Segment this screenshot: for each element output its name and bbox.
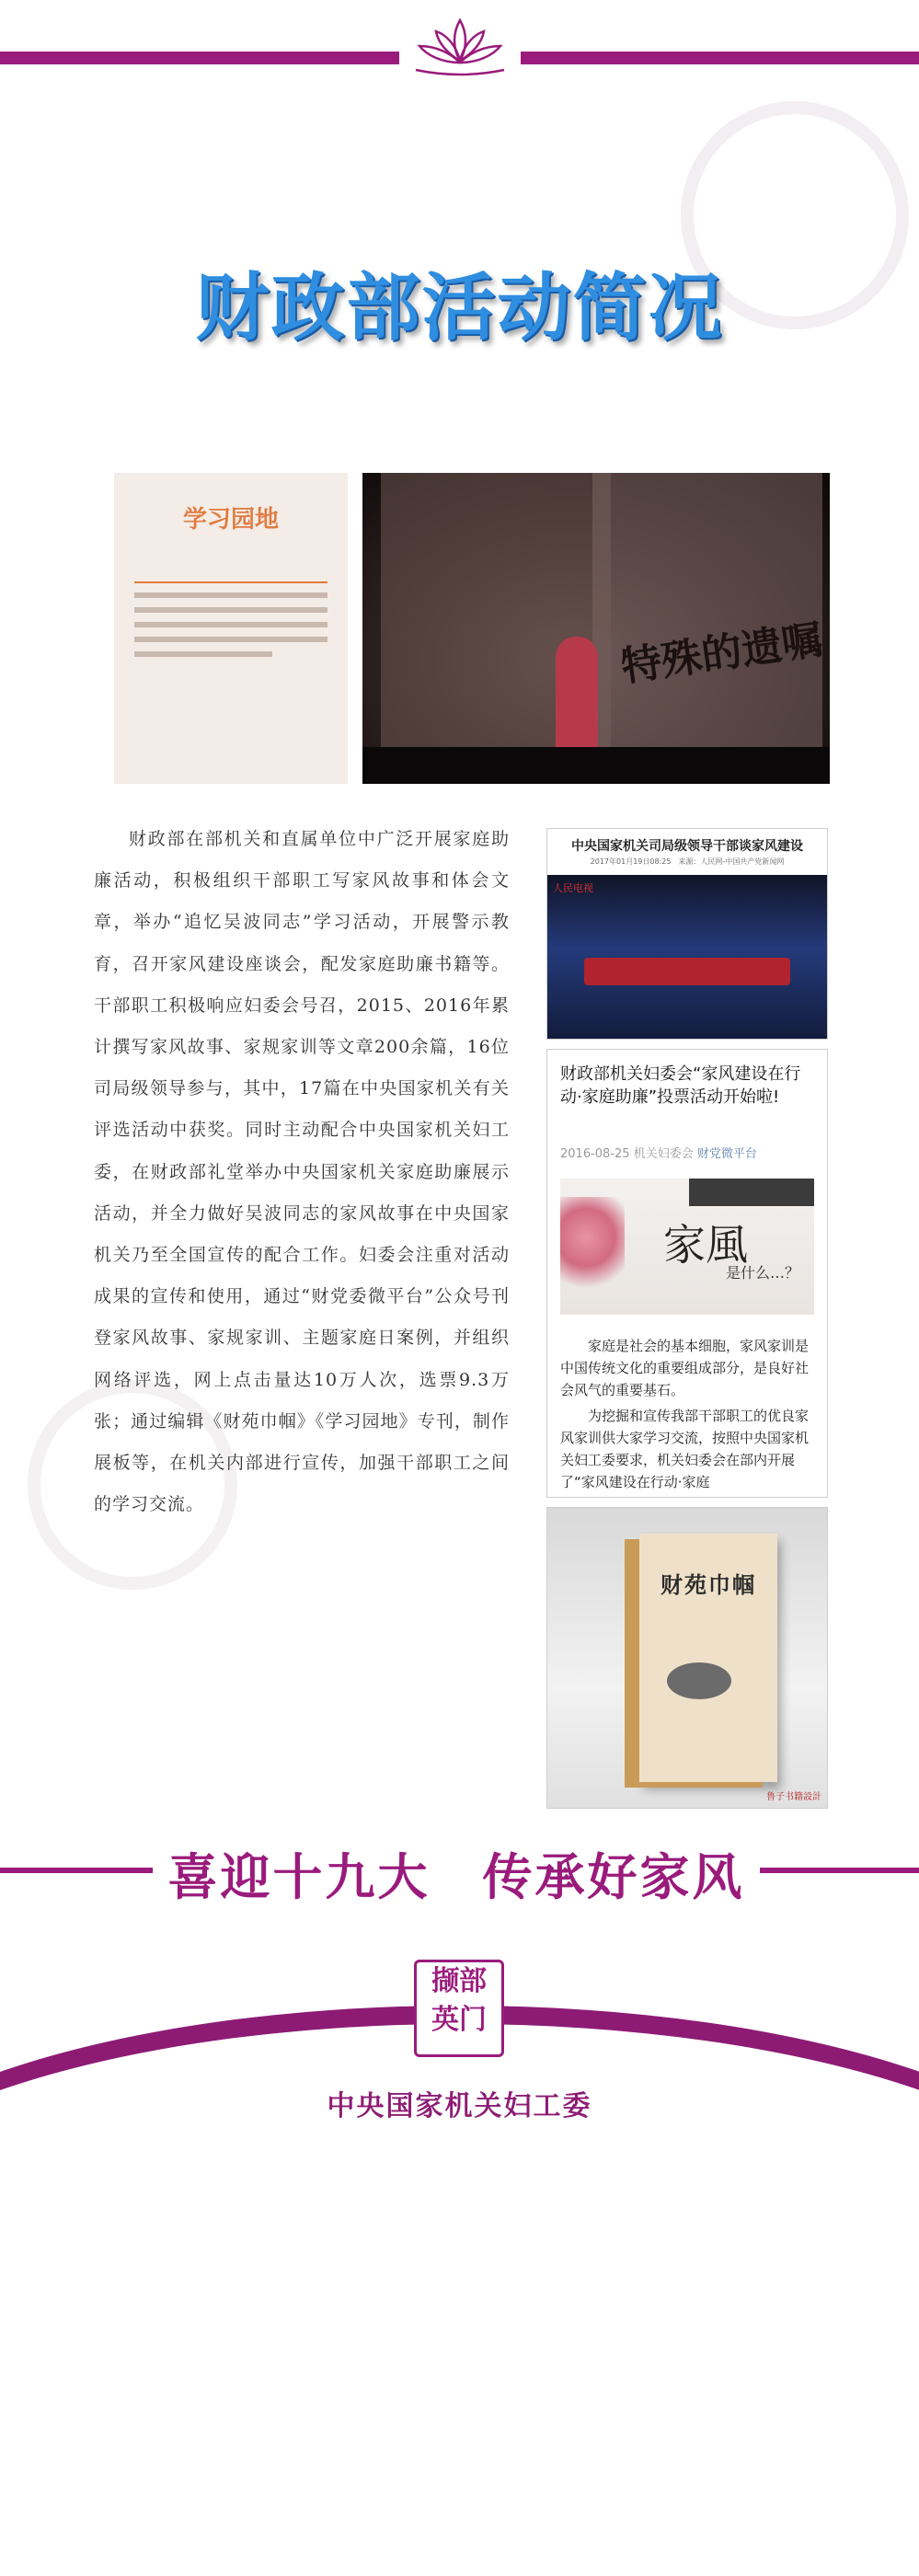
slogan-text: 喜迎十九大 传承好家风 [167, 1847, 745, 1906]
seal-line-1: 撷部 [431, 1965, 487, 1997]
leaflet-rule [134, 581, 327, 583]
leaflet-text-line [134, 651, 272, 657]
banner-question: 是什么…？ [726, 1264, 800, 1282]
banner-calligraphy: 家風 [663, 1220, 748, 1270]
news-headline: 中央国家机关司局级领导干部谈家风建设 [571, 839, 803, 854]
design-brand: 鲁子书籍設計 [766, 1792, 821, 1802]
magazine-book [639, 1534, 777, 1782]
article-meta [560, 1144, 757, 1161]
stage-floor [362, 747, 830, 784]
stage-performance-image [362, 473, 830, 784]
banner-roof [689, 1179, 814, 1206]
leaflet-heading: 学习园地 [182, 506, 279, 534]
news-meta: 2017年01月19日08:25 来源：人民网-中国共产党新闻网 [590, 857, 785, 866]
header-bar-right [521, 52, 919, 64]
page-title: 财政部活动简况 [195, 265, 724, 351]
article-account-link[interactable]: 财党微平台 [696, 1147, 757, 1161]
leaflet-text-line [134, 592, 327, 598]
magazine-cover-card [546, 1507, 828, 1809]
magazine-title: 财苑巾帼 [661, 1571, 756, 1598]
tv-logo: 人民电视 [553, 882, 593, 894]
article-org: 机关妇委会 [633, 1147, 694, 1161]
activity-description: 财政部在部机关和直属单位中广泛开展家庭助廉活动，积极组织干部职工写家风故事和体会文章，举办“追忆吴波同志”学习活动，开展警示教育，召开家风建设座谈会，配发家庭助廉书籍等。干部职工积极响应妇委会号召，2015、2016年累计撰写家风故事、家规家训等文章200余篇，16位司局级领导参与，其中，17篇在中央国家机关有关评选活动中获奖。同时主动配合中央国家机关妇工委，在财政部礼堂举办中央国家机关家庭助廉展示活动，并全力做好吴波同志的家风故事在中央国家机关乃至全国宣传的配合工作。妇委会注重对活动成果的宣传和使用，通过“财党委微平台”公众号刊登家风故事、家规家训、主题家庭日案例，并组织网络评选，网上点击量达10万人次，选票9.3万张；通过编辑《财苑巾帼》《学习园地》专刊，制作展板等，在机关内部进行宣传，加强干部职工之间的学习交流。 [94, 829, 510, 1515]
lotus-icon [399, 13, 521, 79]
leaflet-text-line [134, 622, 327, 627]
studio-sofa [584, 958, 790, 985]
article-paragraph-1: 家庭是社会的基本细胞，家风家训是中国传统文化的重要组成部分，是良好社会风气的重要基石。 [560, 1338, 810, 1398]
study-garden-leaflet-image [114, 473, 348, 784]
news-screenshot-card [546, 828, 828, 1040]
article-title: 财政部机关妇委会“家风建设在行动·家庭助廉”投票活动开始啦! [560, 1064, 801, 1107]
banner-blossom [560, 1197, 625, 1298]
article-date: 2016-08-25 [560, 1147, 630, 1161]
stage-calligraphy: 特殊的遗嘱 [618, 615, 826, 692]
header-bar-left [0, 52, 399, 64]
magazine-bird-illustration [667, 1662, 731, 1699]
wechat-article-card [546, 1049, 828, 1498]
leaflet-text-line [134, 607, 327, 613]
seal-stamp [414, 1960, 504, 2057]
article-paragraph-2: 为挖掘和宣传我部干部职工的优良家风家训供大家学习交流，按照中央国家机关妇工委要求，机关妇委会在部内开展了“家风建设在行动·家庭 [560, 1408, 810, 1490]
seal-line-2: 英门 [431, 2004, 487, 2036]
tv-studio-image [547, 875, 827, 1039]
leaflet-text-line [134, 637, 327, 642]
article-banner-image [560, 1179, 814, 1315]
organization-name: 中央国家机关妇工委 [327, 2090, 592, 2122]
